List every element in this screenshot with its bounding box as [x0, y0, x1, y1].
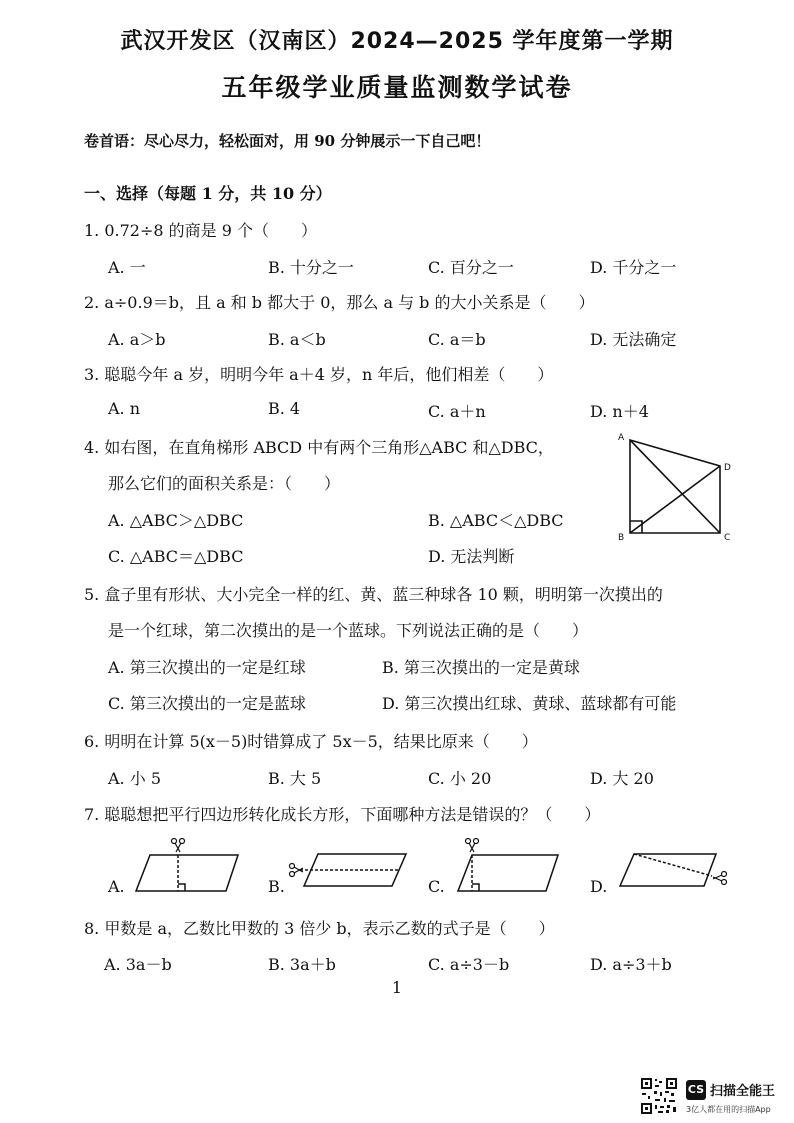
- q7-option-b: B.: [268, 877, 285, 896]
- q6-option-a: A. 小 5: [108, 769, 161, 788]
- question-4-stem: 4. 如右图，在直角梯形 ABCD 中有两个三角形△ABC 和△DBC，: [84, 438, 554, 457]
- q7-d-parallelogram-figure: [612, 846, 730, 892]
- q7-b-parallelogram-figure: [288, 846, 410, 892]
- vertex-label-a: A: [618, 433, 625, 443]
- q6-option-c: C. 小 20: [428, 769, 492, 788]
- scissors-icon: [466, 839, 479, 853]
- q5-option-b: B. 第三次摸出的一定是黄球: [382, 658, 580, 677]
- q8-option-b: B. 3a＋b: [268, 955, 336, 974]
- exam-motto: 卷首语：尽心尽力，轻松面对，用 90 分钟展示一下自己吧！: [84, 132, 491, 150]
- q7-option-d: D.: [590, 877, 608, 896]
- q3-option-b: B. 4: [268, 399, 301, 418]
- question-5-stem-cont: 是一个红球，第二次摸出的是一个蓝球。下列说法正确的是（ ）: [108, 621, 589, 640]
- q2-option-b: B. a＜b: [268, 330, 326, 349]
- q4-option-a: A. △ABC＞△DBC: [108, 511, 244, 530]
- trapezoid-abcd-figure: [612, 428, 742, 546]
- q8-option-c: C. a÷3－b: [428, 955, 510, 974]
- question-2-stem: 2. a÷0.9＝b，且 a 和 b 都大于 0，那么 a 与 b 的大小关系是（ ）: [84, 293, 595, 312]
- question-3-stem: 3. 聪聪今年 a 岁，明明今年 a＋4 岁，n 年后，他们相差（ ）: [84, 365, 554, 384]
- q7-a-parallelogram-figure: [128, 836, 248, 896]
- q4-option-d: D. 无法判断: [428, 547, 515, 566]
- q1-option-a: A. 一: [108, 258, 146, 277]
- section-heading-choice: 一、选择（每题 1 分，共 10 分）: [84, 184, 332, 203]
- scanner-brand: 扫描全能王: [710, 1084, 776, 1099]
- q6-option-d: D. 大 20: [590, 769, 654, 788]
- q1-option-c: C. 百分之一: [428, 258, 514, 277]
- q5-option-d: D. 第三次摸出红球、黄球、蓝球都有可能: [382, 694, 677, 713]
- question-5-stem: 5. 盒子里有形状、大小完全一样的红、黄、蓝三种球各 10 颗，明明第一次摸出的: [84, 585, 663, 604]
- vertex-label-b: B: [618, 533, 625, 543]
- q3-option-a: A. n: [108, 399, 141, 418]
- page-number: 1: [391, 978, 403, 997]
- scissors-icon: [713, 872, 727, 885]
- q1-option-b: B. 十分之一: [268, 258, 354, 277]
- q8-option-d: D. a÷3＋b: [590, 955, 672, 974]
- q8-option-a: A. 3a－b: [104, 955, 172, 974]
- scanner-logo-icon: CS: [686, 1080, 706, 1100]
- q7-option-a: A.: [108, 877, 125, 896]
- q7-option-c: C.: [428, 877, 445, 896]
- question-6-stem: 6. 明明在计算 5(x－5)时错算成了 5x－5，结果比原来（ ）: [84, 732, 538, 751]
- question-1-stem: 1. 0.72÷8 的商是 9 个（ ）: [84, 221, 318, 240]
- q7-c-parallelogram-figure: [446, 836, 568, 896]
- q5-option-a: A. 第三次摸出的一定是红球: [108, 658, 306, 677]
- q6-option-b: B. 大 5: [268, 769, 322, 788]
- q5-option-c: C. 第三次摸出的一定是蓝球: [108, 694, 306, 713]
- q4-option-b: B. △ABC＜△DBC: [428, 511, 564, 530]
- vertex-label-d: D: [724, 463, 731, 473]
- exam-title-line1: 武汉开发区（汉南区）2024—2025 学年度第一学期: [120, 29, 674, 54]
- vertex-label-c: C: [724, 533, 731, 543]
- q1-option-d: D. 千分之一: [590, 258, 677, 277]
- q4-option-c: C. △ABC＝△DBC: [108, 547, 244, 566]
- q2-option-d: D. 无法确定: [590, 330, 677, 349]
- q3-option-c: C. a＋n: [428, 402, 486, 421]
- question-4-stem-cont: 那么它们的面积关系是：（ ）: [108, 474, 341, 493]
- q2-option-c: C. a＝b: [428, 330, 486, 349]
- exam-title-line2: 五年级学业质量监测数学试卷: [221, 73, 573, 102]
- qr-code-icon: [640, 1077, 678, 1115]
- q2-option-a: A. a＞b: [108, 330, 166, 349]
- scissors-icon: [172, 839, 185, 853]
- q3-option-d: D. n＋4: [590, 402, 649, 421]
- question-8-stem: 8. 甲数是 a，乙数比甲数的 3 倍少 b，表示乙数的式子是（ ）: [84, 919, 555, 938]
- question-7-stem: 7. 聪聪想把平行四边形转化成长方形，下面哪种方法是错误的？（ ）: [84, 805, 601, 824]
- scanner-tagline: 3亿人都在用的扫描App: [686, 1105, 771, 1114]
